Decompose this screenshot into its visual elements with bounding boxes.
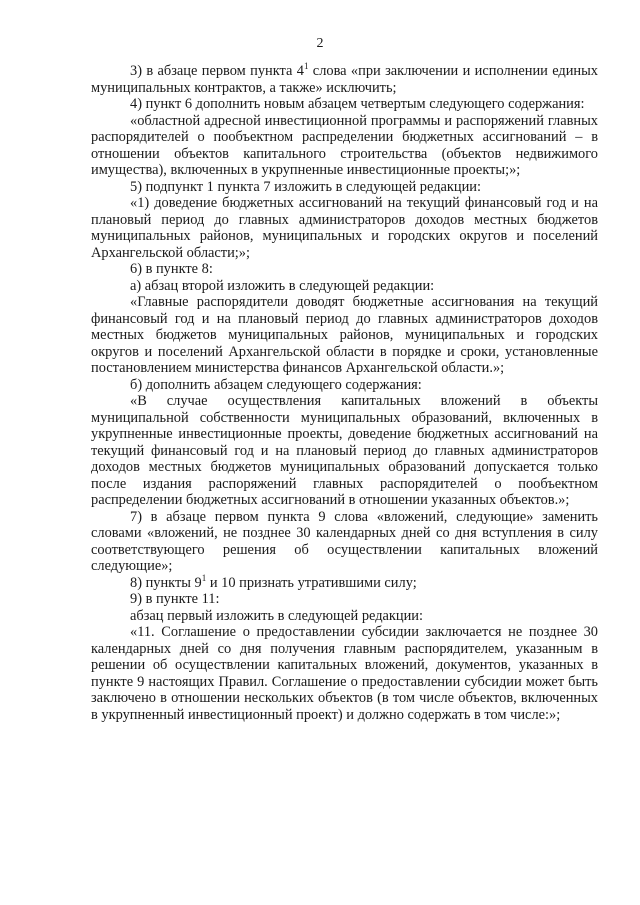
paragraph-5-quote: «1) доведение бюджетных ассигнований на текущий финансовый год и на плановый период до главных администраторов доходов местных бюджетов муниципальных районов, муниципальных и городских округов и поселений Архангельской области;»;	[91, 195, 598, 261]
superscript: 1	[303, 61, 309, 71]
paragraph-4-quote: «областной адресной инвестиционной программы и распоряжений главных распорядителей о пообъектном распределении бюджетных ассигнований – в отношении объектов капитального строительства (объектов недвижимого имущества), включенных в укрупненные инвестиционные проекты;»;	[91, 112, 598, 178]
paragraph-text: 3) в абзаце первом пункта 4	[130, 63, 304, 79]
paragraph-6b: б) дополнить абзацем следующего содержания:	[130, 376, 422, 393]
paragraph-9-quote: «11. Соглашение о предоставлении субсидии заключается не позднее 30 календарных дней со дня получения главным распорядителем, указанным в решении об осуществлении капитальных вложений, документов, указанных в пункте 9 настоящих Правил. Соглашение о предоставлении субсидии может быть заключено в отношении нескольких объектов (в том числе объектов, включенных в укрупненный инвестиционный проект) и должно содержать в том числе:»;	[91, 624, 598, 723]
paragraph-5: 5) подпункт 1 пункта 7 изложить в следующей редакции:	[130, 178, 481, 195]
paragraph-3	[91, 63, 598, 96]
paragraph-text: и 10 признать утратившими силу;	[206, 574, 417, 591]
paragraph-4: 4) пункт 6 дополнить новым абзацем четвертым следующего содержания:	[130, 96, 585, 112]
paragraph-text: слова «при заключении и исполнении единых муниципальных контрактов, а также» исключить;	[91, 63, 598, 96]
document-body	[91, 63, 598, 723]
paragraph-9-sub: абзац первый изложить в следующей редакции:	[130, 607, 424, 624]
paragraph-6a: а) абзац второй изложить в следующей редакции:	[130, 277, 435, 294]
paragraph-8	[91, 572, 598, 592]
paragraph-6: 6) в пункте 8:	[130, 261, 213, 277]
paragraph-6a-quote: «Главные распорядители доводят бюджетные ассигнования на текущий финансовый год и на плановый период до главных администраторов доходов местных бюджетов муниципальных районов, муниципальных и городских округов и поселений Архангельской области в порядке и сроки, установленные постановлением министерства финансов Архангельской области.»;	[91, 294, 598, 376]
paragraph-text: 8) пункты 9	[130, 574, 202, 591]
superscript: 1	[201, 572, 207, 583]
page-number: 2	[316, 36, 324, 51]
paragraph-6b-quote: «В случае осуществления капитальных вложений в объекты муниципальной собственности муниципальных образований, включенных в укрупненные инвестиционные проекты, доведение бюджетных ассигнований на текущий финансовый год и на плановый период до главных администраторов доходов местных бюджетов муниципальных образований допускается только после издания распоряжений главных распорядителей о пообъектном распределении бюджетных ассигнований в отношении указанных объектов.»;	[91, 393, 598, 508]
paragraph-9: 9) в пункте 11:	[130, 591, 220, 607]
paragraph-7: 7) в абзаце первом пункта 9 слова «вложений, следующие» заменить словами «вложений, не позднее 30 календарных дней со дня вступления в силу соответствующего решения об осуществлении капитальных вложений следующие»;	[91, 508, 598, 574]
